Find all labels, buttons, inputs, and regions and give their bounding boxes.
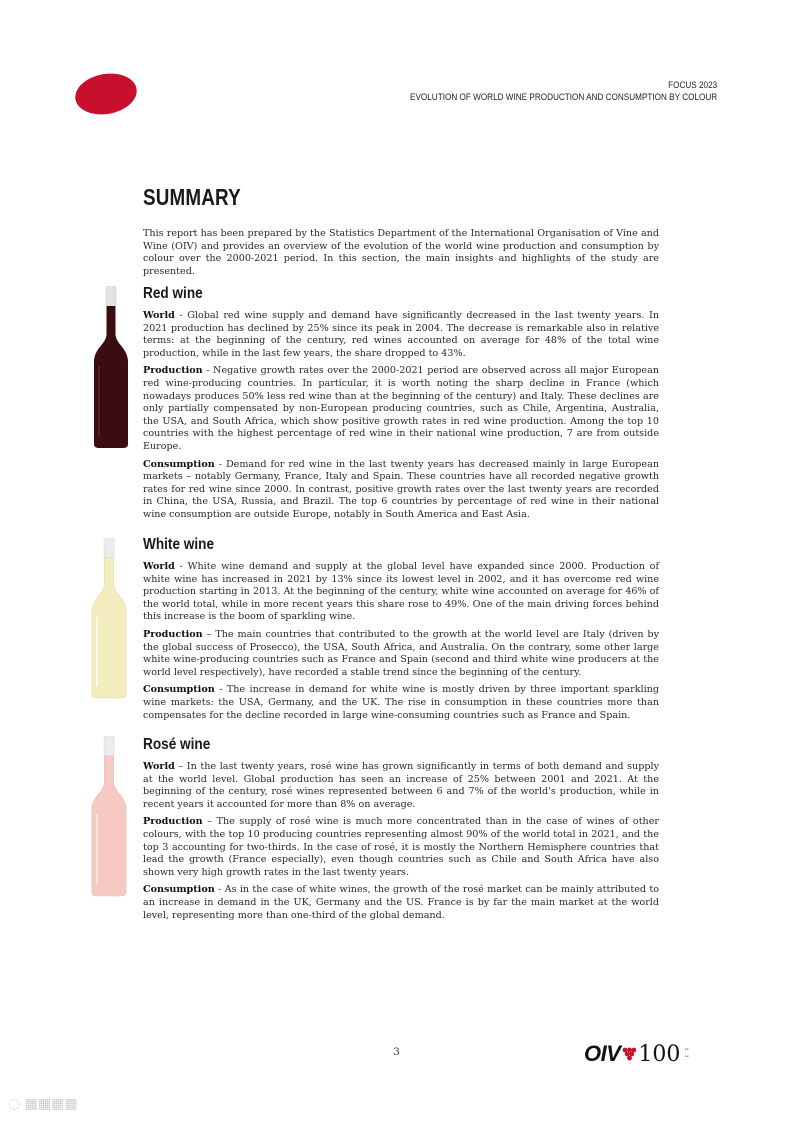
page-title: SUMMARY	[143, 184, 241, 210]
white-production-paragraph	[143, 629, 659, 679]
red-world-paragraph	[143, 310, 659, 360]
red-wine-title: Red wine	[143, 285, 203, 302]
oiv-logo-text: OIV	[584, 1041, 621, 1066]
white-consumption-paragraph	[143, 684, 659, 722]
rose-consumption-label: Consumption	[143, 884, 215, 896]
rose-wine-bottle-image	[88, 736, 130, 898]
white-consumption-label: Consumption	[143, 684, 215, 696]
red-consumption-text: - Demand for red wine in the last twenty years has decreased mainly in large European markets – notably Germany, France, Italy and Spain. These countries have all recorded negative growth rates for red wine since 2000. In contrast, positive growth rates over the last twenty years are recorded in China, the USA, Russia, and Brazil. The top 6 countries by percentage of red wine in their national wine consumption are outside Europe, notably in South America and East Asia.	[143, 458, 659, 520]
header-focus: FOCUS 2023	[667, 80, 717, 91]
white-consumption-text: - The increase in demand for white wine is mostly driven by three important sparkling wine markets: the USA, Germany, and the UK. The rise in consumption in these countries more than compensates for the decline recorded in large wine-consuming countries such as France and Spain.	[143, 684, 659, 721]
header-subtitle: EVOLUTION OF WORLD WINE PRODUCTION AND CONSUMPTION BY COLOUR	[409, 91, 717, 103]
rose-consumption-text: - As in the case of white wines, the growth of the rosé market can be mainly attributed to an increase in demand in the UK, Germany and the US. France is by far the main market at the world level, representing more than one-third of the global demand.	[143, 884, 659, 921]
rose-world-text: – In the last twenty years, rosé wine has grown significantly in terms of both demand and supply at the world level. Global production has seen an increase of 25% between 2001 and 2021. At the beginning of the century, rosé wines represented between 6 and 7% of the world's production, while in recent years it accounted for more than 8% on average.	[143, 761, 659, 810]
oiv-anniversary-mark: ▪▪ ▪▪	[684, 1047, 689, 1060]
brand-logo-blob	[72, 69, 140, 119]
white-wine-title: White wine	[143, 536, 215, 553]
rose-production-paragraph	[143, 816, 659, 879]
red-production-paragraph	[143, 365, 659, 453]
summary-intro-block	[143, 228, 659, 278]
rose-world-label: World	[143, 761, 175, 772]
rose-wine-title: Rosé wine	[143, 736, 211, 753]
page-header	[410, 80, 717, 103]
oiv-years-text: 100	[638, 1041, 681, 1067]
grape-icon	[622, 1047, 636, 1061]
red-consumption-paragraph	[143, 459, 659, 522]
rose-production-text: – The supply of rosé wine is much more concentrated than in the case of wines of other colours, with the top 10 producing countries representing almost 90% of the world total in 2021, and the top 3 accounting for two-thirds. In the case of rosé, it is mostly the Northern Hemisphere countries that lead the growth (France especially), even though countries such as Chile and South Africa have also shown very high growth rates in the last twenty years.	[143, 816, 659, 878]
rose-world-paragraph	[143, 761, 659, 811]
red-production-text: - Negative growth rates over the 2000-2021 period are observed across all major European red wine-producing countries. In particular, it is worth noting the sharp decline in France (which nowadays produces 50% less red wine than at the beginning of the century) and Italy. These declines are only partially compensated by non-European producing countries, such as Chile, Argentina, Australia, the USA, and South Africa, which show positive growth rates in red wine production. Among the top 10 countries with the highest percentage of red wine in their national wine production, 7 are from outside Europe.	[143, 365, 659, 452]
oiv-100-logo	[584, 1040, 689, 1068]
white-wine-bottle-image	[88, 538, 130, 700]
rose-production-label: Production	[143, 816, 203, 828]
red-wine-section	[143, 285, 659, 522]
white-wine-section	[143, 536, 659, 722]
white-production-label: Production	[143, 628, 203, 640]
red-wine-bottle-image	[90, 286, 132, 450]
watermark-graphic: ◌ ▦▦▦▦	[8, 1096, 78, 1112]
white-production-text: – The main countries that contributed to the growth at the world level are Italy (driven by the global success of Prosecco), the USA, South Africa, and Australia. On the contrary, some other large white wine-producing countries such as France and Spain (second and third white wine producers at the world level respectively), have recorded a stable trend since the beginning of the century.	[143, 628, 659, 678]
red-world-label: World	[143, 310, 175, 321]
summary-intro: This report has been prepared by the Statistics Department of the International Organisation of Vine and Wine (OIV) and provides an overview of the evolution of the world wine production and consumption by colour over the 2000-2021 period. In this section, the main insights and highlights of the study are presented.	[143, 228, 659, 277]
rose-consumption-paragraph	[143, 884, 659, 922]
page-number: 3	[393, 1047, 400, 1058]
white-world-text: - White wine demand and supply at the global level have expanded since 2000. Production of white wine has increased in 2021 by 13% since its lowest level in 2002, and it has overcome red wine production starting in 2013. At the beginning of the century, white wine accounted on average for 46% of the world total, while in more recent years this share rose to 49%. One of the main driving forces behind this increase is the boom of sparkling wine.	[143, 561, 659, 623]
red-consumption-label: Consumption	[143, 458, 215, 470]
white-world-label: World	[143, 561, 175, 572]
red-world-text: - Global red wine supply and demand have significantly decreased in the last twenty years. In 2021 production has declined by 25% since its peak in 2004. The decrease is remarkable also in relative terms: at the beginning of the century, red wines accounted on average for 48% of the total wine production, while in the last few years, the share dropped to 43%.	[143, 310, 659, 359]
rose-wine-section	[143, 736, 659, 922]
red-production-label: Production	[143, 365, 203, 377]
white-world-paragraph	[143, 561, 659, 624]
